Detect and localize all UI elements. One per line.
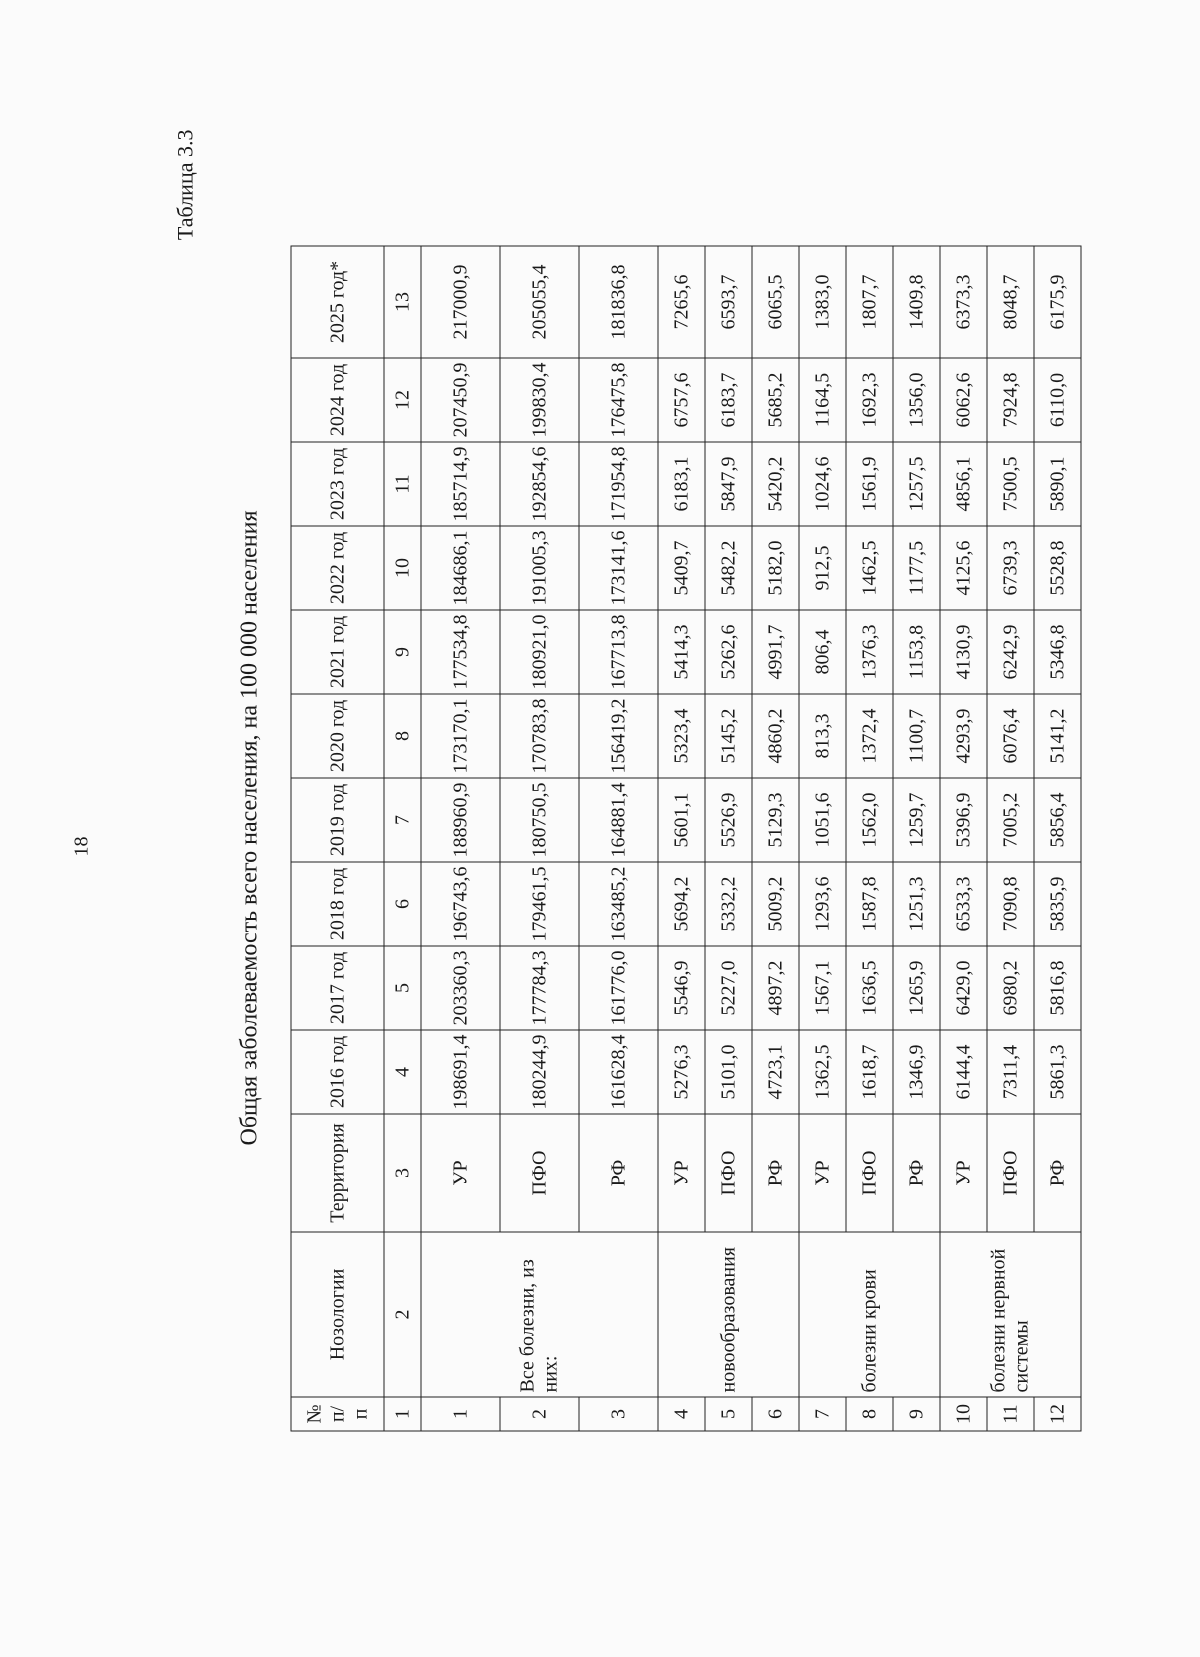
value-cell: 4293,9 xyxy=(940,694,987,778)
header-cell: 2017 год xyxy=(291,946,384,1030)
value-cell: 7090,8 xyxy=(987,862,1034,946)
value-cell: 4130,9 xyxy=(940,610,987,694)
value-cell: 1372,4 xyxy=(846,694,893,778)
value-cell: 170783,8 xyxy=(500,694,579,778)
nosology-cell: болезни нервной системы xyxy=(940,1232,1081,1397)
header-cell: 2024 год xyxy=(291,358,384,442)
value-cell: 173170,1 xyxy=(421,694,500,778)
value-cell: 1376,3 xyxy=(846,610,893,694)
value-cell: 5101,0 xyxy=(705,1030,752,1114)
page-number: 18 xyxy=(70,836,93,857)
header-cell: 2025 год* xyxy=(291,246,384,358)
value-cell: 198691,4 xyxy=(421,1030,500,1114)
value-cell: 5396,9 xyxy=(940,778,987,862)
territory-cell: ПФО xyxy=(705,1114,752,1232)
header-cell: 2022 год xyxy=(291,526,384,610)
value-cell: 173141,6 xyxy=(579,526,658,610)
value-cell: 1561,9 xyxy=(846,442,893,526)
value-cell: 1567,1 xyxy=(799,946,846,1030)
value-cell: 5546,9 xyxy=(658,946,705,1030)
value-cell: 161628,4 xyxy=(579,1030,658,1114)
table-title: Общая заболеваемость всего населения, на 100 000 населения xyxy=(236,510,263,1146)
territory-cell: РФ xyxy=(1034,1114,1081,1232)
row-number-cell: 7 xyxy=(799,1397,846,1431)
value-cell: 171954,8 xyxy=(579,442,658,526)
value-cell: 1265,9 xyxy=(893,946,940,1030)
territory-cell: УР xyxy=(799,1114,846,1232)
value-cell: 5694,2 xyxy=(658,862,705,946)
row-number-cell: 2 xyxy=(500,1397,579,1431)
value-cell: 813,3 xyxy=(799,694,846,778)
column-number-row xyxy=(384,246,421,1431)
territory-cell: ПФО xyxy=(987,1114,1034,1232)
value-cell: 5276,3 xyxy=(658,1030,705,1114)
column-number: 9 xyxy=(384,610,421,694)
value-cell: 5601,1 xyxy=(658,778,705,862)
value-cell: 1462,5 xyxy=(846,526,893,610)
value-cell: 1251,3 xyxy=(893,862,940,946)
column-number: 2 xyxy=(384,1232,421,1397)
row-number-cell: 9 xyxy=(893,1397,940,1431)
value-cell: 6242,9 xyxy=(987,610,1034,694)
value-cell: 7924,8 xyxy=(987,358,1034,442)
territory-cell: РФ xyxy=(579,1114,658,1232)
row-number-cell: 6 xyxy=(752,1397,799,1431)
value-cell: 6183,7 xyxy=(705,358,752,442)
value-cell: 1293,6 xyxy=(799,862,846,946)
morbidity-table xyxy=(291,246,1082,1432)
table-row xyxy=(799,246,846,1431)
nosology-cell: Все болезни, из них: xyxy=(421,1232,658,1397)
value-cell: 6757,6 xyxy=(658,358,705,442)
header-cell: 2021 год xyxy=(291,610,384,694)
value-cell: 1356,0 xyxy=(893,358,940,442)
column-number: 6 xyxy=(384,862,421,946)
value-cell: 7311,4 xyxy=(987,1030,1034,1114)
header-cell: Территория xyxy=(291,1114,384,1232)
value-cell: 7005,2 xyxy=(987,778,1034,862)
column-number: 4 xyxy=(384,1030,421,1114)
territory-cell: УР xyxy=(940,1114,987,1232)
value-cell: 179461,5 xyxy=(500,862,579,946)
rotated-page-content xyxy=(1,0,1200,1657)
value-cell: 5856,4 xyxy=(1034,778,1081,862)
row-number-cell: 5 xyxy=(705,1397,752,1431)
value-cell: 4856,1 xyxy=(940,442,987,526)
column-number: 13 xyxy=(384,246,421,358)
value-cell: 156419,2 xyxy=(579,694,658,778)
value-cell: 5409,7 xyxy=(658,526,705,610)
header-cell: Нозологии xyxy=(291,1232,384,1397)
value-cell: 180244,9 xyxy=(500,1030,579,1114)
value-cell: 6183,1 xyxy=(658,442,705,526)
value-cell: 5262,6 xyxy=(705,610,752,694)
header-cell: № п/п xyxy=(291,1397,384,1431)
value-cell: 191005,3 xyxy=(500,526,579,610)
territory-cell: ПФО xyxy=(846,1114,893,1232)
column-number: 8 xyxy=(384,694,421,778)
row-number-cell: 8 xyxy=(846,1397,893,1431)
row-number-cell: 1 xyxy=(421,1397,500,1431)
value-cell: 6533,3 xyxy=(940,862,987,946)
value-cell: 5346,8 xyxy=(1034,610,1081,694)
territory-cell: РФ xyxy=(752,1114,799,1232)
nosology-cell: новообразования xyxy=(658,1232,799,1397)
value-cell: 4897,2 xyxy=(752,946,799,1030)
value-cell: 1692,3 xyxy=(846,358,893,442)
header-cell: 2023 год xyxy=(291,442,384,526)
column-number: 7 xyxy=(384,778,421,862)
value-cell: 6373,3 xyxy=(940,246,987,358)
row-number-cell: 10 xyxy=(940,1397,987,1431)
value-cell: 217000,9 xyxy=(421,246,500,358)
value-cell: 181836,8 xyxy=(579,246,658,358)
column-number: 3 xyxy=(384,1114,421,1232)
value-cell: 7265,6 xyxy=(658,246,705,358)
value-cell: 1618,7 xyxy=(846,1030,893,1114)
value-cell: 192854,6 xyxy=(500,442,579,526)
value-cell: 6739,3 xyxy=(987,526,1034,610)
column-number: 11 xyxy=(384,442,421,526)
value-cell: 1259,7 xyxy=(893,778,940,862)
value-cell: 806,4 xyxy=(799,610,846,694)
value-cell: 188960,9 xyxy=(421,778,500,862)
value-cell: 6593,7 xyxy=(705,246,752,358)
header-cell: 2020 год xyxy=(291,694,384,778)
value-cell: 185714,9 xyxy=(421,442,500,526)
value-cell: 4860,2 xyxy=(752,694,799,778)
header-cell: 2016 год xyxy=(291,1030,384,1114)
value-cell: 203360,3 xyxy=(421,946,500,1030)
value-cell: 1409,8 xyxy=(893,246,940,358)
row-number-cell: 12 xyxy=(1034,1397,1081,1431)
value-cell: 1346,9 xyxy=(893,1030,940,1114)
value-cell: 1257,5 xyxy=(893,442,940,526)
value-cell: 5482,2 xyxy=(705,526,752,610)
value-cell: 5009,2 xyxy=(752,862,799,946)
value-cell: 177534,8 xyxy=(421,610,500,694)
value-cell: 5685,2 xyxy=(752,358,799,442)
header-cell: 2018 год xyxy=(291,862,384,946)
value-cell: 5847,9 xyxy=(705,442,752,526)
value-cell: 199830,4 xyxy=(500,358,579,442)
value-cell: 6110,0 xyxy=(1034,358,1081,442)
value-cell: 5145,2 xyxy=(705,694,752,778)
value-cell: 6076,4 xyxy=(987,694,1034,778)
value-cell: 1051,6 xyxy=(799,778,846,862)
value-cell: 176475,8 xyxy=(579,358,658,442)
value-cell: 5526,9 xyxy=(705,778,752,862)
value-cell: 6062,6 xyxy=(940,358,987,442)
value-cell: 1100,7 xyxy=(893,694,940,778)
table-body xyxy=(421,246,1081,1431)
value-cell: 5861,3 xyxy=(1034,1030,1081,1114)
territory-cell: ПФО xyxy=(500,1114,579,1232)
value-cell: 196743,6 xyxy=(421,862,500,946)
row-number-cell: 3 xyxy=(579,1397,658,1431)
value-cell: 5141,2 xyxy=(1034,694,1081,778)
value-cell: 164881,4 xyxy=(579,778,658,862)
value-cell: 5835,9 xyxy=(1034,862,1081,946)
value-cell: 7500,5 xyxy=(987,442,1034,526)
value-cell: 205055,4 xyxy=(500,246,579,358)
value-cell: 4723,1 xyxy=(752,1030,799,1114)
value-cell: 5332,2 xyxy=(705,862,752,946)
value-cell: 8048,7 xyxy=(987,246,1034,358)
table-row xyxy=(658,246,705,1431)
territory-cell: УР xyxy=(421,1114,500,1232)
table-row xyxy=(421,246,500,1431)
header-cell: 2019 год xyxy=(291,778,384,862)
value-cell: 1562,0 xyxy=(846,778,893,862)
nosology-cell: болезни крови xyxy=(799,1232,940,1397)
value-cell: 1587,8 xyxy=(846,862,893,946)
row-number-cell: 11 xyxy=(987,1397,1034,1431)
value-cell: 6429,0 xyxy=(940,946,987,1030)
value-cell: 5816,8 xyxy=(1034,946,1081,1030)
value-cell: 6980,2 xyxy=(987,946,1034,1030)
column-number: 10 xyxy=(384,526,421,610)
value-cell: 177784,3 xyxy=(500,946,579,1030)
value-cell: 6065,5 xyxy=(752,246,799,358)
value-cell: 6144,4 xyxy=(940,1030,987,1114)
value-cell: 180921,0 xyxy=(500,610,579,694)
row-number-cell: 4 xyxy=(658,1397,705,1431)
value-cell: 5129,3 xyxy=(752,778,799,862)
value-cell: 912,5 xyxy=(799,526,846,610)
table-caption: Таблица 3.3 xyxy=(172,129,198,241)
value-cell: 4125,6 xyxy=(940,526,987,610)
value-cell: 5414,3 xyxy=(658,610,705,694)
value-cell: 6175,9 xyxy=(1034,246,1081,358)
value-cell: 184686,1 xyxy=(421,526,500,610)
value-cell: 4991,7 xyxy=(752,610,799,694)
value-cell: 163485,2 xyxy=(579,862,658,946)
value-cell: 1153,8 xyxy=(893,610,940,694)
value-cell: 1807,7 xyxy=(846,246,893,358)
value-cell: 5890,1 xyxy=(1034,442,1081,526)
value-cell: 1164,5 xyxy=(799,358,846,442)
header-row xyxy=(291,246,384,1431)
column-number: 1 xyxy=(384,1397,421,1431)
value-cell: 1362,5 xyxy=(799,1030,846,1114)
value-cell: 167713,8 xyxy=(579,610,658,694)
value-cell: 1177,5 xyxy=(893,526,940,610)
value-cell: 180750,5 xyxy=(500,778,579,862)
column-number: 12 xyxy=(384,358,421,442)
value-cell: 1636,5 xyxy=(846,946,893,1030)
table-row xyxy=(940,246,987,1431)
value-cell: 5528,8 xyxy=(1034,526,1081,610)
value-cell: 1383,0 xyxy=(799,246,846,358)
value-cell: 1024,6 xyxy=(799,442,846,526)
value-cell: 5420,2 xyxy=(752,442,799,526)
value-cell: 5182,0 xyxy=(752,526,799,610)
value-cell: 5227,0 xyxy=(705,946,752,1030)
territory-cell: УР xyxy=(658,1114,705,1232)
value-cell: 161776,0 xyxy=(579,946,658,1030)
value-cell: 207450,9 xyxy=(421,358,500,442)
value-cell: 5323,4 xyxy=(658,694,705,778)
column-number: 5 xyxy=(384,946,421,1030)
territory-cell: РФ xyxy=(893,1114,940,1232)
